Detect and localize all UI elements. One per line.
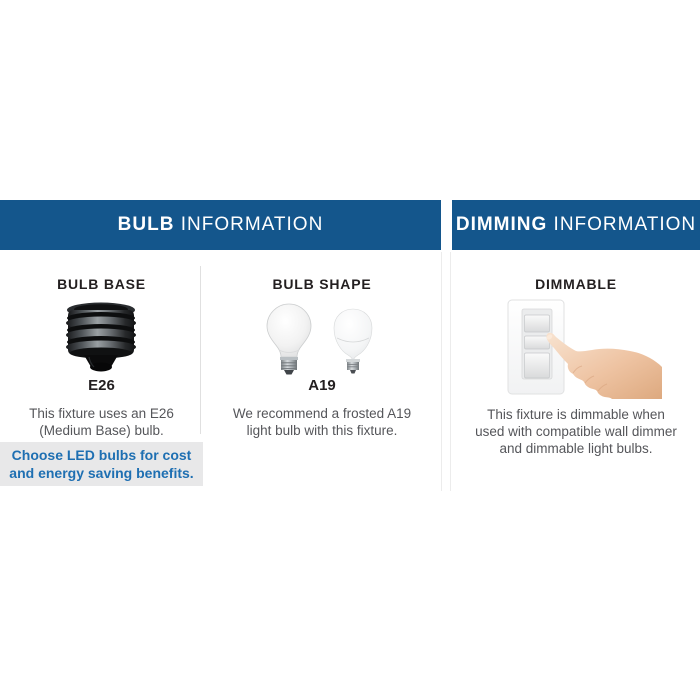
bulb-base-description-line2: (Medium Base) bulb. [39,423,164,438]
dimmer-bottom-button [525,353,550,378]
bulb-shape-title: BULB SHAPE [272,276,372,292]
led-tip-line2: and energy saving benefits. [9,465,194,481]
bulb-shape-description-line2: light bulb with this fixture. [246,423,398,438]
bulb-header-rest: INFORMATION [180,214,324,235]
bulb-base-description [0,405,203,439]
a19-bulbs-icon [257,301,385,377]
dimmer-middle-paddle [525,336,550,349]
bulb-base-title: BULB BASE [57,276,146,292]
bulb-header-emphasis: BULB [117,214,175,235]
section-divider-left-edge [441,252,442,491]
dimmer-top-paddle [525,315,550,332]
dimming-header-rest: INFORMATION [553,214,697,235]
bulb-shape-description [203,405,441,439]
led-tip-line1: Choose LED bulbs for cost [11,447,192,463]
dimmer-switch-icon [490,295,662,403]
a19-bulbs-image [257,301,385,382]
bulb-shape-column [203,250,441,500]
dimmable-description-line1: This fixture is dimmable when [487,407,665,422]
e26-screw-base-icon [63,301,139,375]
section-divider-right-edge [450,252,451,491]
e26-base-image [63,301,139,380]
dimmable-description-line3: and dimmable light bulbs. [499,441,653,456]
bulb-base-label: E26 [88,377,115,394]
frosted-bulb-icon [267,304,311,375]
dimming-information-header [452,200,700,250]
dimmable-title: DIMMABLE [535,276,617,292]
bulb-base-column [0,250,203,500]
dimmable-description-line2: used with compatible wall dimmer [475,424,677,439]
bulb-information-header [0,200,441,250]
dimmable-column [452,250,700,500]
led-bulb-icon [334,309,372,374]
led-tip-box [0,442,203,486]
dimmable-description [452,406,700,457]
dimmer-switch-image [490,295,662,408]
bulb-shape-description-line1: We recommend a frosted A19 [232,406,412,421]
dimming-header-emphasis: DIMMING [455,214,548,235]
bulb-shape-label: A19 [308,377,336,394]
bulb-base-description-line1: This fixture uses an E26 [29,406,174,421]
